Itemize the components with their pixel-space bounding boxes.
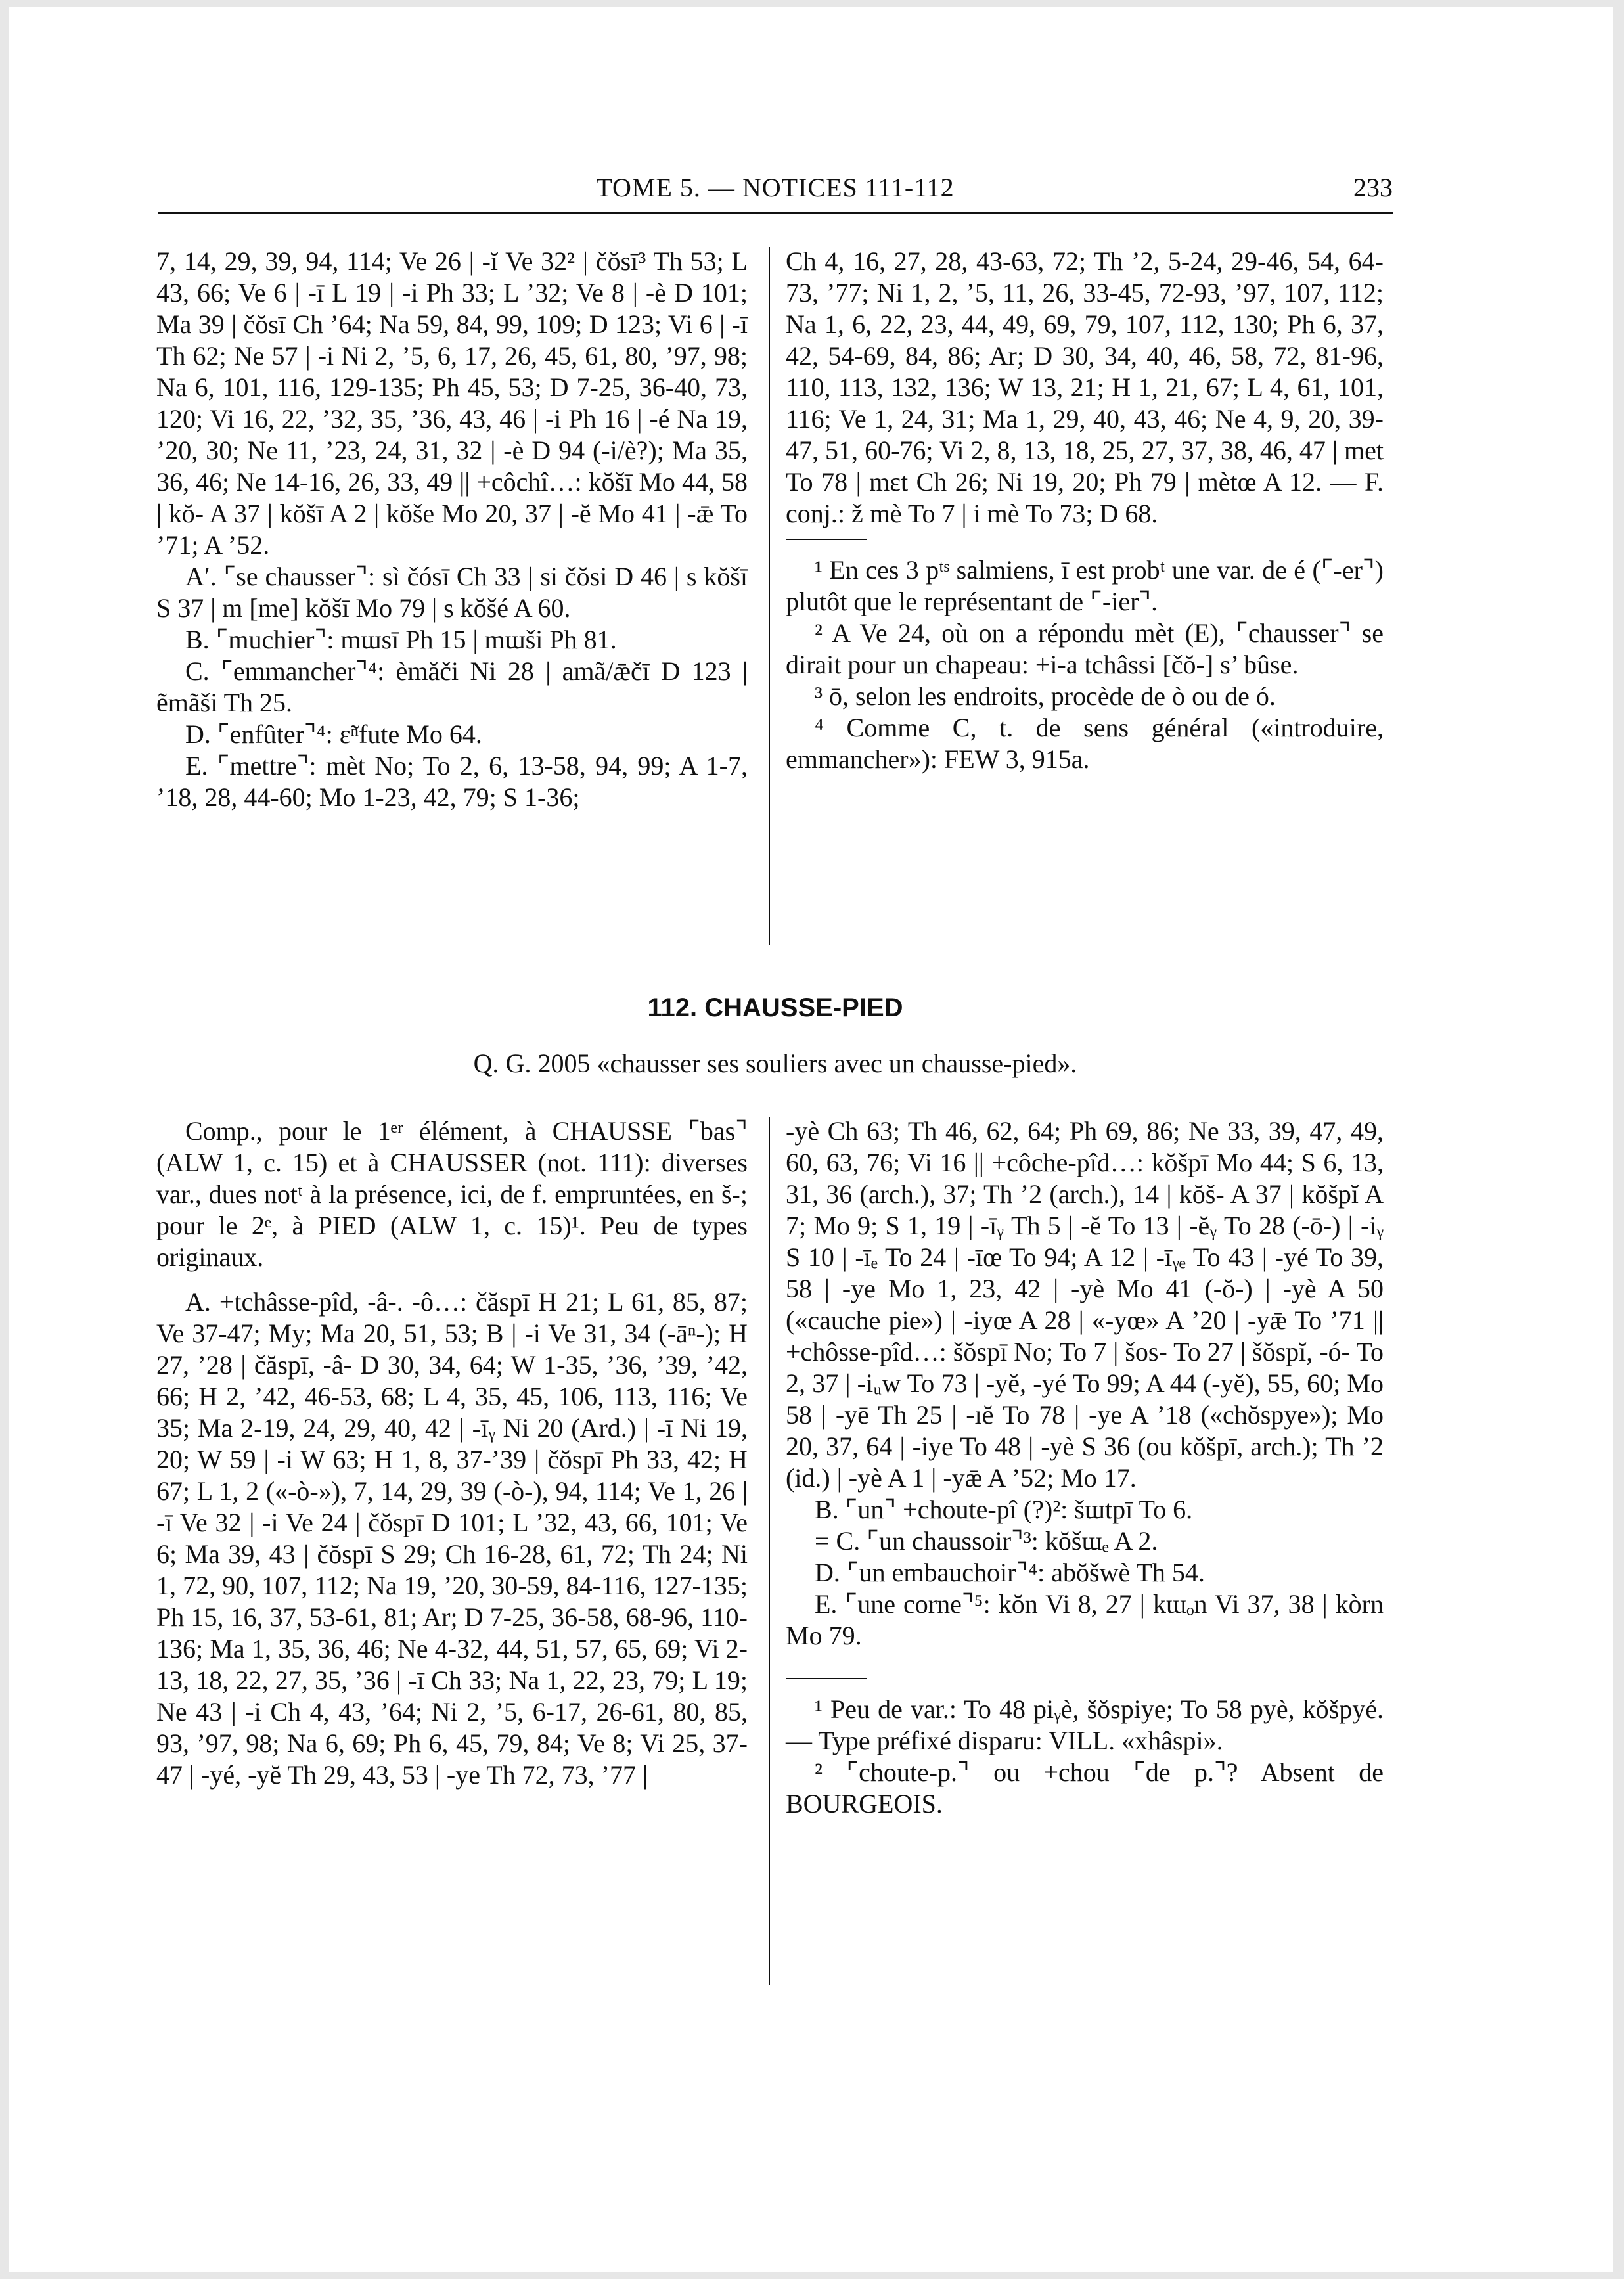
footnote: ² A Ve 24, où on a répondu mèt (E), ⌜chausser⌝ se dirait pour un chapeau: +i-a tchâssi [čŏ-] s’ bûse. [786,618,1384,679]
text-paragraph: Ch 4, 16, 27, 28, 43-63, 72; Th ’2, 5-24, 29-46, 54, 64-73, ’77; Ni 1, 2, ’5, 11, 26, 33-45, 72-93, ’97, 107, 112; Na 1, 6, 22, 23, 44, 49, 69, 79, 107, 112, 130; Ph 6, 37, 42, 54-69, 84, 86; Ar; D 30, 34, 40, 46, 58, 72, 81-96, 110, 113, 132, 136; W 13, 21; H 1, 21, 67; L 4, 61, 101, 116; Ve 1, 24, 31; Ma 1, 29, 40, 43, 46; Ne 4, 9, 20, 39-47, 51, 60-76; Vi 2, 8, 13, 18, 25, 27, 37, 38, 46, 47 | met To 78 | mɛt Ch 26; Ni 19, 20; Ph 79 | mètœ A 12. — F. conj.: ž mè To 7 | i mè To 73; D 68. [786,246,1384,528]
footnote: ² ⌜choute-p.⌝ ou +chou ⌜de p.⌝? Absent de BOURGEOIS. [786,1757,1384,1818]
section-subtitle: Q. G. 2005 «chausser ses souliers avec un chausse-pied». [473,1049,1077,1078]
footnote: ³ ō, selon les endroits, procède de ò ou de ó. [815,681,1276,711]
notice-112-right-column [786,1116,1384,1820]
text-paragraph: C. ⌜emmancher⌝⁴: èmăči Ni 28 | amã/ǣčī D 123 | ẽmãši Th 25. [156,656,748,717]
footnote: ⁴ Comme C, t. de sens général («introduire, emmancher»): FEW 3, 915a. [786,713,1384,774]
text-paragraph: A′. ⌜se chausser⌝: sì čósī Ch 33 | si čŏsi D 46 | s kŏšī S 37 | m [me] kŏšī Mo 79 | s kŏšé A 60. [156,562,748,623]
text-paragraph: = C. ⌜un chaussoir⌝³: kŏšɯₑ A 2. [815,1526,1158,1556]
text-paragraph: 7, 14, 29, 39, 94, 114; Ve 26 | -ĭ Ve 32² | čŏsī³ Th 53; L 43, 66; Ve 6 | -ī L 19 | -i Ph 33; L ’32; Ve 8 | -è D 101; Ma 39 | čŏsī Ch ’64; Na 59, 84, 99, 109; D 123; Vi 6 | -ī Th 62; Ne 57 | -i Ni 2, ’5, 6, 17, 26, 45, 61, 80, ’97, 98; Na 6, 101, 116, 129-135; Ph 45, 53; D 7-25, 36-40, 73, 120; Vi 16, 22, ’32, 35, ’36, 43, 46 | -i Ph 16 | -é Na 19, ’20, 30; Ne 11, ’23, 24, 31, 32 | -è D 94 (-i/è?); Ma 35, 36, 46; Ne 14-16, 26, 33, 49 || +côchî…: kŏšī Mo 44, 58 | kŏ- A 37 | kŏšī A 2 | kŏše Mo 20, 37 | -ĕ Mo 41 | -ǣ To ’71; A ’52. [156,246,748,560]
text-paragraph: B. ⌜un⌝ +choute-pî (?)²: šɯtpī To 6. [815,1495,1193,1524]
section-title: 112. CHAUSSE-PIED [647,993,903,1022]
text-paragraph: A. +tchâsse-pîd, -â-. -ô…: čăspī H 21; L 61, 85, 87; Ve 37-47; My; Ma 20, 51, 53; B | -i Ve 31, 34 (-āⁿ-); H 27, ’28 | čăspī, -â- D 30, 34, 64; W 1-35, ’36, ’39, ’42, 66; H 2, ’42, 46-53, 68; L 4, 35, 45, 106, 113, 116; Ve 35; Ma 2-19, 24, 29, 40, 42 | -īᵧ Ni 20 (Ard.) | -ī Ni 19, 20; W 59 | -i W 63; H 1, 8, 37-’39 | čŏspī Ph 33, 42; H 67; L 1, 2 («-ò-»), 7, 14, 29, 39 (-ò-), 94, 114; Ve 1, 26 | -ī Ve 32 | -i Ve 24 | čŏspī D 101; L ’32, 43, 66, 101; Ve 6; Ma 39, 43 | čŏspī S 29; Ch 16-28, 61, 72; Th 24; Ni 1, 72, 90, 107, 112; Na 19, ’20, 30-59, 84-116, 127-135; Ph 15, 16, 37, 53-61, 81; Ar; D 7-25, 36-58, 68-96, 110-136; Ma 1, 35, 36, 46; Ne 4-32, 44, 51, 57, 65, 69; Vi 2-13, 18, 22, 27, 35, ’36 | -ī Ch 33; Na 1, 22, 23, 79; L 19; Ne 43 | -i Ch 4, 43, ’64; Ni 2, ’5, 6-17, 26-61, 80, 85, 93, ’97, 98; Na 6, 69; Ph 6, 45, 79, 84; Ve 8; Vi 25, 37-47 | -yé, -yĕ Th 29, 43, 53 | -ye Th 72, 73, ’77 | [156,1287,748,1790]
footnote: ¹ Peu de var.: To 48 piᵧè, šŏspiye; To 58 pyè, kŏšpyé. — Type préfixé disparu: VILL. «xhâspi». [786,1694,1384,1755]
notice-111-right-column [786,246,1384,775]
footnote-rule [786,539,867,540]
scan-edge-bottom [0,2272,1624,2279]
footnote: ¹ En ces 3 pᵗˢ salmiens, ī est probᵗ une var. de é (⌜-er⌝) plutôt que le représentant de ⌜-ier⌝. [786,555,1384,616]
column-divider [769,1117,770,1985]
text-paragraph: E. ⌜une corne⌝⁵: kŏn Vi 8, 27 | kɯₒn Vi 37, 38 | kòrn Mo 79. [786,1589,1384,1650]
text-paragraph: B. ⌜muchier⌝: mɯsī Ph 15 | mɯši Ph 81. [185,625,617,654]
text-paragraph: D. ⌜enfûter⌝⁴: ɛ̃ⁿfute Mo 64. [185,719,482,749]
notice-111-left-column [156,246,748,813]
footnote-rule [786,1678,867,1679]
text-paragraph: D. ⌜un embauchoir⌝⁴: abŏšwè Th 54. [815,1558,1205,1587]
text-paragraph: E. ⌜mettre⌝: mèt No; To 2, 6, 13-58, 94, 99; A 1-7, ’18, 28, 44-60; Mo 1-23, 42, 79; S 1-36; [156,751,748,812]
scan-edge-right [1613,0,1624,2279]
text-paragraph: -yè Ch 63; Th 46, 62, 64; Ph 69, 86; Ne 33, 39, 47, 49, 60, 63, 76; Vi 16 || +côche-pîd…: kŏšpī Mo 44; S 6, 13, 31, 36 (arch.), 37; Th ’2 (arch.), 14 | kŏš- A 37 | kŏšpĭ A 7; Mo 9; S 1, 19 | -īᵧ Th 5 | -ĕ To 13 | -ĕᵧ To 28 (-ō-) | -iᵧ S 10 | -īₑ To 24 | -īœ To 94; A 12 | -īᵧₑ To 43 | -yé To 39, 58 | -ye Mo 1, 23, 42 | -yè Mo 41 (-ŏ-) | -yè A 50 («cauche pie») | -iyœ A 28 | «-yœ» A ’20 | -yǣ To ’71 || +chôsse-pîd…: šŏspī No; To 7 | šos- To 27 | šŏspĭ, -ó- To 2, 37 | -iᵤw To 73 | -yĕ, -yé To 99; A 44 (-yĕ), 55, 60; Mo 58 | -yē Th 25 | -ıĕ To 78 | -ye A ’18 («chŏspye»); Mo 20, 37, 64 | -iye To 48 | -yè S 36 (ou kŏšpī, arch.); Th ’2 (id.) | -yè A 1 | -yǣ A ’52; Mo 17. [786,1116,1384,1493]
page-number: 233 [1353,173,1393,202]
scan-edge-left [0,0,9,2279]
running-title: TOME 5. — NOTICES 111-112 [596,173,955,202]
scan-edge-top [0,0,1624,7]
text-paragraph: Comp., pour le 1ᵉʳ élément, à CHAUSSE ⌜bas⌝ (ALW 1, c. 15) et à CHAUSSER (not. 111): diverses var., dues notᵗ à la présence, ici, de f. empruntées, en š-; pour le 2ᵉ, à PIED (ALW 1, c. 15)¹. Peu de types originaux. [156,1116,748,1272]
page-header [158,172,1393,214]
column-divider [769,247,770,945]
notice-112-left-column [156,1116,748,1791]
